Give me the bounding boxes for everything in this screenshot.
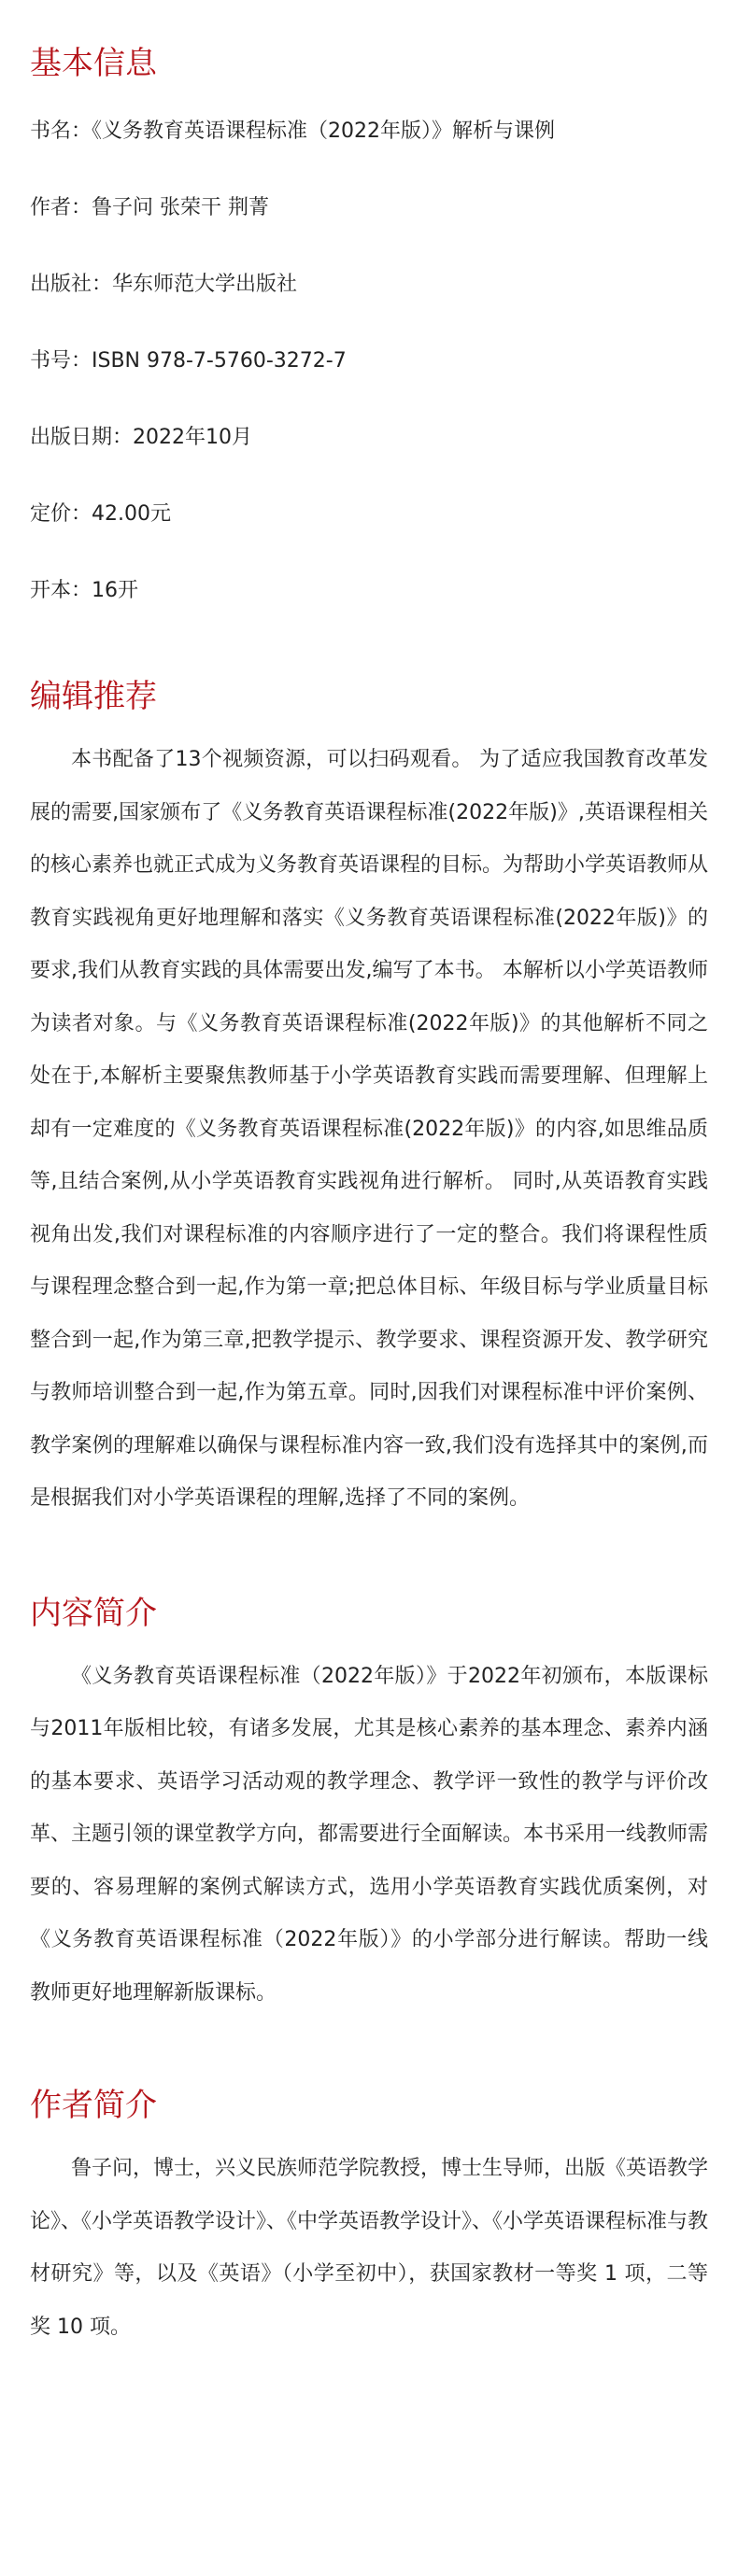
content-intro-heading: 内容简介 — [30, 1594, 157, 1632]
publisher-line: 出版社：华东师范大学出版社 — [30, 273, 298, 296]
format-line: 开本：16开 — [30, 579, 138, 602]
book-title-line: 书名：《义务教育英语课程标准（2022年版）》解析与课例 — [30, 120, 555, 143]
content-intro-text: 《义务教育英语课程标准（2022年版）》于2022年初颁布，本版课标与2011年版相比较，有诸多发展，尤其是核心素养的基本理念、素养内涵的基本要求、英语学习活动观的教学理念、教学评一致性的教学与评价改革、主题引领的课堂教学方向，都需要进行全面解读。本书采用一线教师需要的、容易理解的案例式解读方式，选用小学英语教育实践优质案例，对《义务教育英语课程标准（2022年版）》的小学部分进行解读。帮助一线教师更好地理解新版课标。 — [30, 1664, 709, 2005]
publish-date-line: 出版日期：2022年10月 — [30, 426, 252, 449]
editor-recommend-heading: 编辑推荐 — [30, 678, 157, 715]
author-intro-text: 鲁子问，博士，兴义民族师范学院教授，博士生导师，出版《英语教学论》、《小学英语教学设计》、《中学英语教学设计》、《小学英语课程标准与教材研究》等，以及《英语》（小学至初中），获国家教材一等奖 1 项，二等奖 10 项。 — [30, 2157, 709, 2339]
author-line: 作者：鲁子问 张荣干 荆菁 — [30, 196, 269, 219]
content-intro-section — [30, 1595, 708, 2020]
editor-recommend-text: 本书配备了13个视频资源，可以扫码观看。 为了适应我国教育改革发展的需要,国家颁布了《义务教育英语课程标准(2022年版)》,英语课程相关的核心素养也就正式成为义务教育英语课程的目标。为帮助小学英语教师从教育实践视角更好地理解和落实《义务教育英语课程标准(2022年版)》的要求,我们从教育实践的具体需要出发,编写了本书。 本解析以小学英语教师为读者对象。与《义务教育英语课程标准(2022年版)》的其他解析不同之处在于,本解析主要聚焦教师基于小学英语教育实践而需要理解、但理解上却有一定难度的《义务教育英语课程标准(2022年版)》的内容,如思维品质等,且结合案例,从小学英语教育实践视角进行解析。 同时,从英语教育实践视角出发,我们对课程标准的内容顺序进行了一定的整合。我们将课程性质与课程理念整合到一起,作为第一章;把总体目标、年级目标与学业质量目标整合到一起,作为第三章,把教学提示、教学要求、课程资源开发、教学研究与教师培训整合到一起,作为第五章。同时,因我们对课程标准中评价案例、教学案例的理解难以确保与课程标准内容一致,我们没有选择其中的案例,而是根据我们对小学英语课程的理解,选择了不同的案例。 — [30, 748, 709, 1510]
isbn-line: 书号：ISBN 978-7-5760-3272-7 — [30, 349, 347, 373]
basic-info-section — [30, 0, 708, 605]
author-intro-heading: 作者简介 — [30, 2087, 157, 2124]
price-line: 定价：42.00元 — [30, 502, 171, 526]
author-intro-section — [30, 2087, 708, 2354]
basic-info-heading: 基本信息 — [30, 45, 157, 82]
editor-recommend-section — [30, 678, 708, 1526]
